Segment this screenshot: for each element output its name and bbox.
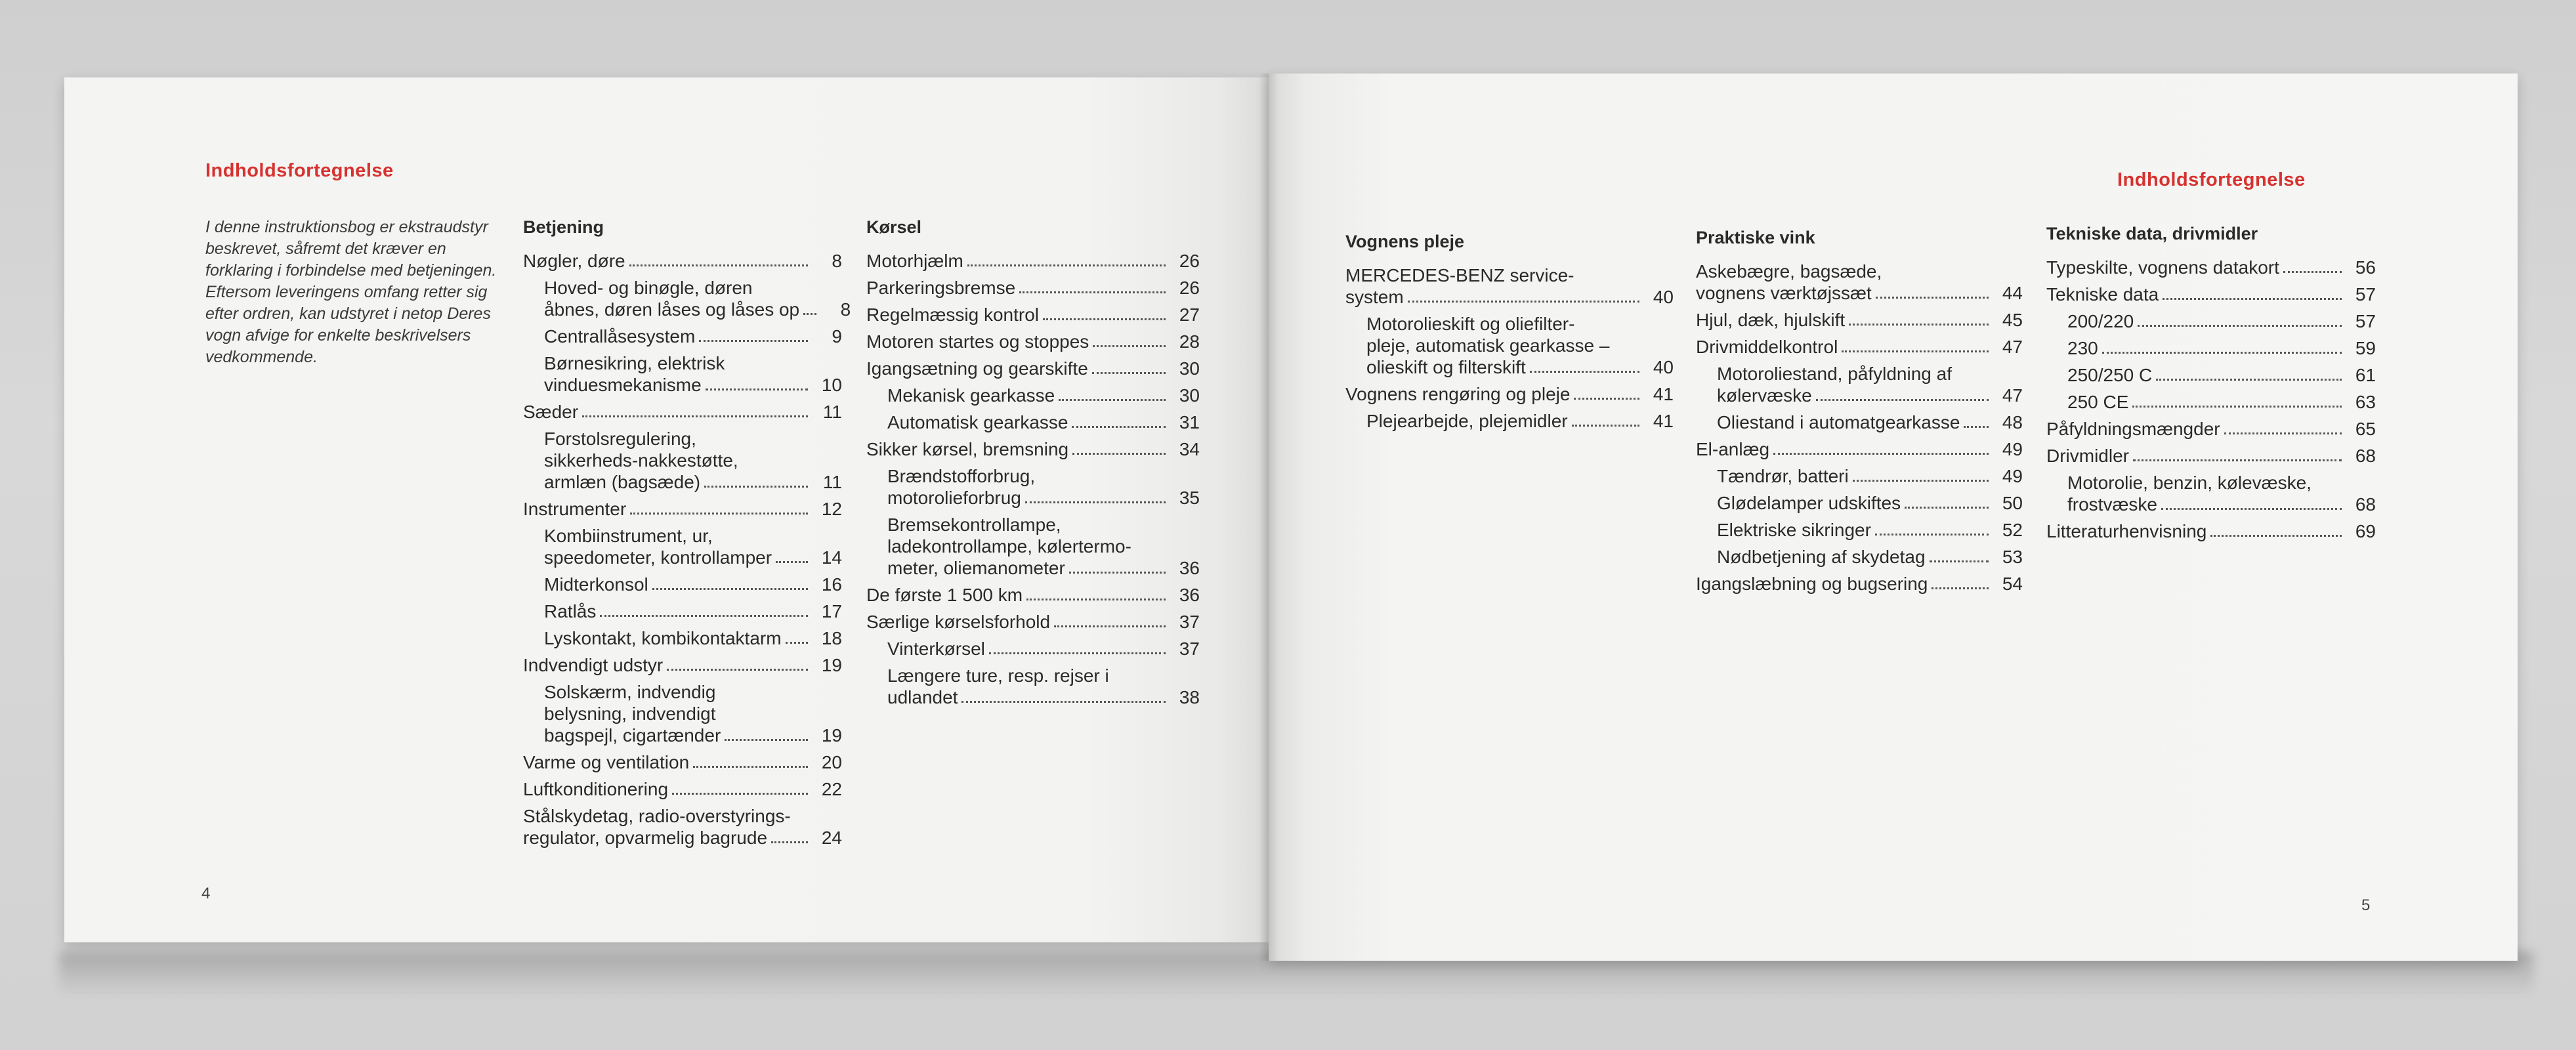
- toc-entry: [866, 358, 1200, 379]
- toc-entry-label: Nødbetjening af skydetag: [1717, 547, 1926, 567]
- toc-entry-label: Særlige kørselsforhold: [866, 612, 1051, 632]
- toc-subentry: [1345, 313, 1674, 378]
- toc-subentry: [2046, 337, 2376, 359]
- dot-leader: [771, 841, 808, 843]
- toc-subentry: [866, 638, 1200, 660]
- toc-subentry: [523, 627, 842, 649]
- toc-page-number: 36: [1179, 558, 1200, 578]
- toc-entry-label: El-anlæg: [1696, 439, 1770, 459]
- toc-entry-label: pleje, automatisk gearkasse –: [1366, 335, 1610, 356]
- dot-leader: [2283, 271, 2342, 273]
- toc-entry-label: olieskift og filterskift: [1366, 357, 1526, 377]
- toc-entry: [1696, 573, 2023, 595]
- dot-leader: [2210, 535, 2342, 537]
- toc-page-number: 26: [1179, 251, 1200, 271]
- toc-page-number: 45: [2002, 310, 2023, 330]
- right-page-number: 5: [2361, 896, 2371, 914]
- toc-page-number: 69: [2355, 521, 2376, 541]
- dot-leader: [582, 415, 808, 417]
- toc-subentry: [1696, 363, 2023, 406]
- toc-entry-label: frostvæske: [2067, 494, 2157, 514]
- dot-leader: [2132, 406, 2342, 408]
- toc-entry-label: Varme og ventilation: [523, 752, 690, 772]
- toc-subentry: [1696, 519, 2023, 541]
- toc-entry: [866, 584, 1200, 606]
- toc-entry-label: system: [1345, 287, 1404, 307]
- toc-page-number: 59: [2355, 338, 2376, 358]
- toc-page-number: 12: [821, 499, 842, 519]
- toc-page-number: 57: [2355, 311, 2376, 331]
- toc-entry-label: Forstolsregulering,: [544, 429, 696, 449]
- toc-entry-label: Luftkonditionering: [523, 779, 669, 799]
- toc-page-number: 34: [1179, 439, 1200, 459]
- dot-leader: [667, 669, 808, 671]
- dot-leader: [989, 652, 1166, 654]
- toc-entry-label: Kombiinstrument, ur,: [544, 526, 713, 546]
- dot-leader: [1853, 480, 1989, 482]
- toc-page-number: 30: [1179, 358, 1200, 379]
- toc-subentry: [1696, 546, 2023, 568]
- toc-entry-label: Nøgler, døre: [523, 251, 625, 271]
- toc-page-number: 11: [822, 402, 842, 422]
- toc-page-number: 49: [2002, 466, 2023, 486]
- toc-entry-label: Igangslæbning og bugsering: [1696, 574, 1928, 594]
- right-page-heading: Indholdsfortegnelse: [2117, 169, 2306, 190]
- toc-page-number: 50: [2002, 493, 2023, 513]
- dot-leader: [2161, 508, 2342, 510]
- toc-entry: [523, 778, 842, 800]
- toc-entry-label: 200/220: [2067, 311, 2134, 331]
- toc-entry: [523, 401, 842, 423]
- toc-subentry: [523, 277, 851, 320]
- toc-entry-label: Vinterkørsel: [887, 639, 985, 659]
- toc-subentry: [2046, 472, 2376, 515]
- dot-leader: [725, 739, 808, 741]
- toc-entry-label: udlandet: [887, 687, 958, 707]
- toc-entry: [523, 654, 842, 676]
- toc-entry-label: Glødelamper udskiftes: [1717, 493, 1901, 513]
- dot-leader: [1093, 345, 1166, 347]
- toc-entry: [523, 805, 842, 849]
- toc-page-number: 19: [821, 655, 842, 675]
- toc-entry-label: bagspejl, cigartænder: [544, 725, 721, 746]
- toc-entry-label: Drivmidler: [2046, 446, 2129, 466]
- toc-subentry: [523, 525, 842, 568]
- toc-page-number: 31: [1179, 412, 1200, 432]
- toc-entry-label: Drivmiddelkontrol: [1696, 337, 1838, 357]
- toc-page-number: 63: [2355, 392, 2376, 412]
- toc-entry-label: De første 1 500 km: [866, 585, 1023, 605]
- toc-entry-label: ladekontrollampe, kølertermo-: [887, 536, 1131, 556]
- toc-entry-label: Tekniske data: [2046, 284, 2159, 304]
- toc-page-number: 30: [1179, 385, 1200, 406]
- toc-subentry: [1696, 411, 2023, 433]
- toc-entry-label: Børnesikring, elektrisk: [544, 353, 725, 373]
- dot-leader: [704, 486, 808, 488]
- dot-leader: [1019, 291, 1166, 293]
- toc-page-number: 44: [2002, 283, 2023, 303]
- toc-entry-label: Hoved- og binøgle, døren: [544, 278, 753, 298]
- toc-entry-label: regulator, opvarmelig bagrude: [523, 828, 768, 848]
- toc-page-number: 56: [2355, 257, 2376, 278]
- dot-leader: [2102, 352, 2342, 354]
- dot-leader: [961, 701, 1166, 703]
- toc-entry: [866, 611, 1200, 633]
- toc-entry-label: armlæn (bagsæde): [544, 472, 701, 492]
- dot-leader: [1932, 587, 1989, 589]
- toc-entry: [523, 498, 842, 520]
- toc-entry-label: Instrumenter: [523, 499, 627, 519]
- toc-entry-label: Solskærm, indvendig: [544, 682, 716, 702]
- toc-page-number: 8: [832, 251, 842, 271]
- toc-column-tekniske-data: [2046, 223, 2376, 547]
- toc-column-korsel: [866, 217, 1200, 713]
- toc-entry-label: Plejearbejde, plejemidler: [1366, 411, 1568, 431]
- dot-leader: [1043, 318, 1166, 320]
- toc-entry: [1696, 261, 2023, 304]
- dot-leader: [803, 313, 816, 315]
- toc-subentry: [866, 385, 1200, 406]
- toc-entry-label: Regelmæssig kontrol: [866, 304, 1039, 325]
- dot-leader: [693, 766, 808, 768]
- toc-entry: [1696, 438, 2023, 460]
- toc-page-number: 16: [821, 574, 842, 595]
- toc-entry-label: MERCEDES-BENZ service-: [1345, 265, 1574, 285]
- dot-leader: [699, 340, 808, 342]
- toc-column-praktiske-vink: [1696, 227, 2023, 600]
- toc-entry: [523, 250, 842, 272]
- toc-entry-label: Motoren startes og stoppes: [866, 331, 1089, 352]
- toc-subentry: [523, 681, 842, 746]
- left-page-number: 4: [201, 885, 211, 902]
- dot-leader: [2138, 325, 2342, 327]
- toc-page-number: 24: [821, 828, 842, 848]
- dot-leader: [2163, 298, 2342, 300]
- toc-entry-label: vognens værktøjssæt: [1696, 283, 1872, 303]
- toc-subentry: [2046, 310, 2376, 332]
- toc-entry-label: Længere ture, resp. rejser i: [887, 665, 1109, 686]
- toc-page-number: 53: [2002, 547, 2023, 567]
- dot-leader: [1816, 399, 1989, 401]
- toc-entry: [866, 277, 1200, 299]
- toc-page-number: 18: [821, 628, 842, 648]
- toc-page-number: 61: [2355, 365, 2376, 385]
- toc-subentry: [523, 352, 842, 396]
- toc-subentry: [2046, 391, 2376, 413]
- toc-page-number: 47: [2002, 337, 2023, 357]
- toc-entry-label: Automatisk gearkasse: [887, 412, 1068, 432]
- toc-entry-label: åbnes, døren låses og låses op: [544, 299, 800, 320]
- toc-page-number: 40: [1653, 287, 1674, 307]
- toc-entry-label: speedometer, kontrollamper: [544, 547, 772, 568]
- dot-leader: [967, 264, 1166, 266]
- toc-entry-label: Stålskydetag, radio-overstyrings-: [523, 806, 791, 826]
- toc-entry-label: Sikker kørsel, bremsning: [866, 439, 1069, 459]
- toc-entry-label: kølervæske: [1717, 385, 1812, 406]
- toc-subentry: [1696, 492, 2023, 514]
- section-title: Vognens pleje: [1345, 232, 1465, 251]
- dot-leader: [1905, 507, 1989, 509]
- toc-subentry: [1345, 410, 1674, 432]
- dot-leader: [1876, 297, 1989, 299]
- dot-leader: [672, 793, 808, 795]
- toc-entry-label: Motorolie, benzin, kølevæske,: [2067, 472, 2312, 493]
- toc-entry: [2046, 257, 2376, 278]
- section-title: Praktiske vink: [1696, 228, 1815, 247]
- dot-leader: [1054, 625, 1166, 627]
- toc-entry: [866, 438, 1200, 460]
- toc-entry-label: sikkerheds-nakkestøtte,: [544, 450, 738, 471]
- dot-leader: [2133, 459, 2342, 461]
- dot-leader: [629, 264, 808, 266]
- toc-subentry: [1696, 465, 2023, 487]
- toc-column-betjening: [523, 217, 851, 854]
- dot-leader: [652, 588, 808, 590]
- dot-leader: [2156, 379, 2342, 381]
- dot-leader: [1930, 560, 1989, 562]
- dot-leader: [630, 513, 808, 514]
- toc-entry: [866, 304, 1200, 326]
- toc-entry-label: Påfyldningsmængder: [2046, 419, 2220, 439]
- toc-page-number: 28: [1179, 331, 1200, 352]
- toc-entry: [1696, 309, 2023, 331]
- toc-entry: [2046, 418, 2376, 440]
- toc-entry: [1345, 383, 1674, 405]
- toc-entry: [2046, 445, 2376, 467]
- toc-page-number: 10: [821, 375, 842, 395]
- toc-subentry: [523, 428, 842, 493]
- toc-page-number: 40: [1653, 357, 1674, 377]
- dot-leader: [1842, 350, 1989, 352]
- left-page-heading: Indholdsfortegnelse: [205, 160, 394, 181]
- toc-page-number: 47: [2002, 385, 2023, 406]
- toc-entry: [866, 250, 1200, 272]
- toc-entry: [866, 331, 1200, 352]
- toc-entry-label: Motoroliestand, påfyldning af: [1717, 364, 1952, 384]
- toc-subentry: [866, 411, 1200, 433]
- toc-entry-label: Typeskilte, vognens datakort: [2046, 257, 2279, 278]
- toc-column-vognens-pleje: [1345, 231, 1674, 437]
- toc-entry-label: Ratlås: [544, 601, 597, 621]
- section-title: Betjening: [523, 217, 604, 237]
- toc-entry-label: Bremsekontrollampe,: [887, 514, 1061, 535]
- toc-page-number: 37: [1179, 612, 1200, 632]
- dot-leader: [1072, 453, 1166, 455]
- toc-entry-label: Brændstofforbrug,: [887, 466, 1036, 486]
- toc-entry-label: 250/250 C: [2067, 365, 2153, 385]
- dot-leader: [706, 388, 808, 390]
- dot-leader: [1773, 453, 1989, 455]
- dot-leader: [776, 561, 808, 563]
- dot-leader: [600, 615, 808, 617]
- toc-subentry: [523, 600, 842, 622]
- toc-page-number: 9: [832, 326, 842, 346]
- dot-leader: [1026, 598, 1166, 600]
- toc-entry-label: Motorhjælm: [866, 251, 963, 271]
- dot-leader: [2224, 432, 2342, 434]
- dot-leader: [1072, 426, 1166, 428]
- dot-leader: [1069, 572, 1166, 574]
- toc-entry-label: motorolieforbrug: [887, 488, 1021, 508]
- toc-page-number: 48: [2002, 412, 2023, 432]
- dot-leader: [1025, 501, 1166, 503]
- toc-page-number: 35: [1179, 488, 1200, 508]
- toc-entry-label: Igangsætning og gearskifte: [866, 358, 1088, 379]
- toc-entry-label: Oliestand i automatgearkasse: [1717, 412, 1960, 432]
- dot-leader: [1964, 426, 1989, 428]
- toc-page-number: 17: [821, 601, 842, 621]
- toc-entry-label: vinduesmekanisme: [544, 375, 702, 395]
- toc-page-number: 27: [1179, 304, 1200, 325]
- toc-page-number: 37: [1179, 639, 1200, 659]
- toc-page-number: 52: [2002, 520, 2023, 540]
- toc-subentry: [2046, 364, 2376, 386]
- dot-leader: [1849, 324, 1989, 326]
- toc-page-number: 38: [1179, 687, 1200, 707]
- toc-page-number: 54: [2002, 574, 2023, 594]
- toc-entry: [1345, 264, 1674, 308]
- toc-subentry: [866, 514, 1200, 579]
- toc-entry-label: meter, oliemanometer: [887, 558, 1065, 578]
- toc-entry-label: Motorolieskift og oliefilter-: [1366, 314, 1575, 334]
- dot-leader: [1059, 399, 1166, 401]
- toc-entry-label: Indvendigt udstyr: [523, 655, 664, 675]
- toc-page-number: 68: [2355, 494, 2376, 514]
- toc-entry: [523, 751, 842, 773]
- toc-subentry: [523, 574, 842, 595]
- toc-page-number: 41: [1653, 411, 1674, 431]
- section-title: Tekniske data, drivmidler: [2046, 224, 2258, 243]
- toc-entry-label: Sæder: [523, 402, 579, 422]
- toc-page-number: 8: [840, 299, 851, 320]
- toc-entry-label: belysning, indvendigt: [544, 704, 716, 724]
- toc-page-number: 19: [821, 725, 842, 746]
- toc-entry-label: 230: [2067, 338, 2098, 358]
- toc-entry-label: Centrallåsesystem: [544, 326, 696, 346]
- dot-leader: [1408, 301, 1639, 303]
- toc-page-number: 41: [1653, 384, 1674, 404]
- dot-leader: [1574, 398, 1639, 400]
- dot-leader: [1572, 425, 1639, 427]
- toc-entry-label: Askebægre, bagsæde,: [1696, 261, 1882, 282]
- toc-entry: [2046, 284, 2376, 305]
- dot-leader: [1875, 534, 1989, 536]
- toc-entry-label: Parkeringsbremse: [866, 278, 1016, 298]
- toc-entry-label: Mekanisk gearkasse: [887, 385, 1055, 406]
- toc-subentry: [866, 465, 1200, 509]
- toc-page-number: 36: [1179, 585, 1200, 605]
- toc-page-number: 11: [822, 472, 842, 492]
- toc-page-number: 22: [821, 779, 842, 799]
- toc-entry-label: Lyskontakt, kombikontaktarm: [544, 628, 782, 648]
- toc-entry-label: Midterkonsol: [544, 574, 648, 595]
- section-title: Kørsel: [866, 217, 922, 237]
- toc-entry-label: Vognens rengøring og pleje: [1345, 384, 1571, 404]
- intro-text: I denne instruktionsbog er ekstraudstyr beskrevet, såfremt det kræver en forklaring i forbindelse med betjeningen. Eftersom leveringens omfang retter sig efter ordren, kan udstyret i netop Deres vogn afvige for enkelte beskrivelsers vedkommende.: [205, 218, 497, 366]
- toc-subentry: [866, 665, 1200, 708]
- toc-page-number: 20: [821, 752, 842, 772]
- toc-page-number: 57: [2355, 284, 2376, 304]
- toc-entry: [2046, 520, 2376, 542]
- dot-leader: [786, 642, 808, 644]
- toc-entry-label: Tændrør, batteri: [1717, 466, 1849, 486]
- toc-entry: [1696, 336, 2023, 358]
- dot-leader: [1092, 372, 1166, 374]
- toc-page-number: 68: [2355, 446, 2376, 466]
- toc-subentry: [523, 326, 842, 347]
- toc-entry-label: Litteraturhenvisning: [2046, 521, 2207, 541]
- toc-page-number: 26: [1179, 278, 1200, 298]
- toc-page-number: 14: [821, 547, 842, 568]
- book-spine: [1259, 74, 1278, 961]
- toc-entry-label: Elektriske sikringer: [1717, 520, 1871, 540]
- toc-page-number: 65: [2355, 419, 2376, 439]
- toc-entry-label: 250 CE: [2067, 392, 2129, 412]
- toc-page-number: 49: [2002, 439, 2023, 459]
- dot-leader: [1530, 371, 1639, 373]
- toc-entry-label: Hjul, dæk, hjulskift: [1696, 310, 1846, 330]
